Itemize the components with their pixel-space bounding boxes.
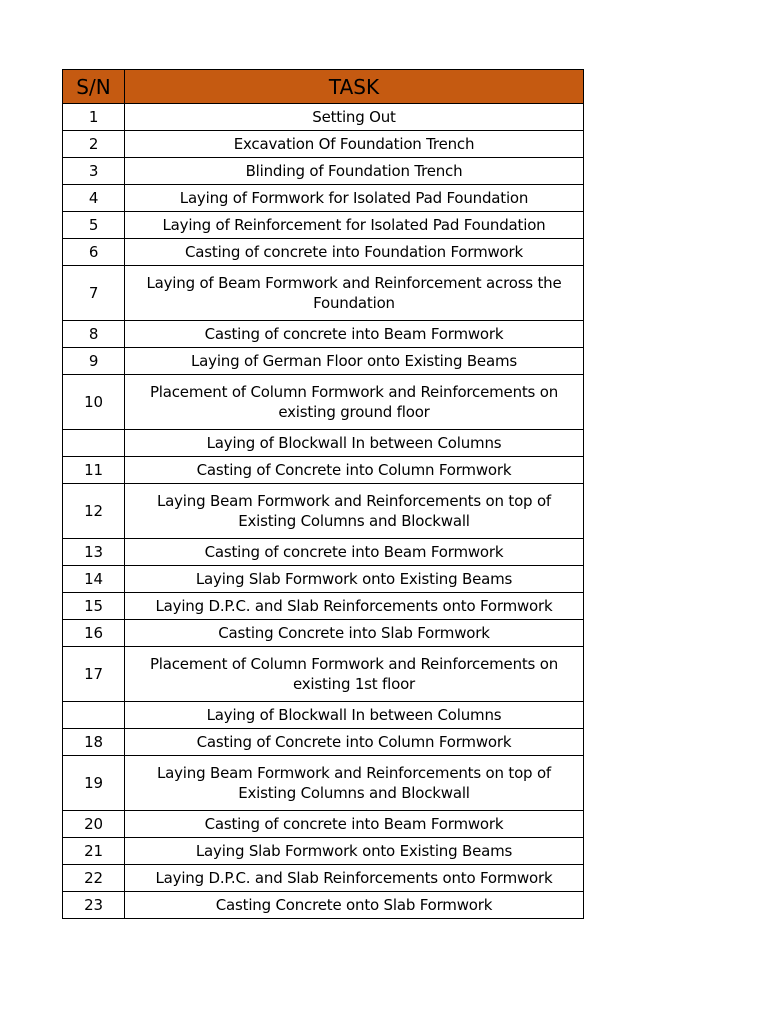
table-row <box>63 266 584 321</box>
row-task: Casting of Concrete into Column Formwork <box>125 457 584 484</box>
row-task: Casting of concrete into Beam Formwork <box>125 811 584 838</box>
table-row <box>63 430 584 457</box>
row-task: Laying Slab Formwork onto Existing Beams <box>125 838 584 865</box>
row-sn: 7 <box>63 266 125 321</box>
table-row <box>63 375 584 430</box>
table-row <box>63 811 584 838</box>
row-task: Casting of Concrete into Column Formwork <box>125 729 584 756</box>
row-sn: 17 <box>63 647 125 702</box>
table-row <box>63 702 584 729</box>
row-sn <box>63 430 125 457</box>
row-sn: 6 <box>63 239 125 266</box>
table-row <box>63 892 584 919</box>
row-sn: 3 <box>63 158 125 185</box>
row-task: Laying Beam Formwork and Reinforcements on top of Existing Columns and Blockwall <box>125 484 584 539</box>
table-row <box>63 756 584 811</box>
header-row <box>63 70 584 104</box>
table-row <box>63 212 584 239</box>
row-sn: 4 <box>63 185 125 212</box>
table-row <box>63 729 584 756</box>
table-row <box>63 593 584 620</box>
row-task: Blinding of Foundation Trench <box>125 158 584 185</box>
row-sn: 2 <box>63 131 125 158</box>
row-task: Laying of Formwork for Isolated Pad Foundation <box>125 185 584 212</box>
row-sn: 5 <box>63 212 125 239</box>
row-sn: 22 <box>63 865 125 892</box>
row-task: Laying of Beam Formwork and Reinforcement across the Foundation <box>125 266 584 321</box>
row-sn: 15 <box>63 593 125 620</box>
row-sn <box>63 702 125 729</box>
row-task: Casting Concrete onto Slab Formwork <box>125 892 584 919</box>
row-task: Laying Slab Formwork onto Existing Beams <box>125 566 584 593</box>
row-sn: 11 <box>63 457 125 484</box>
table-row <box>63 321 584 348</box>
table-row <box>63 104 584 131</box>
table-row <box>63 647 584 702</box>
table-row <box>63 484 584 539</box>
row-task: Setting Out <box>125 104 584 131</box>
row-task: Laying D.P.C. and Slab Reinforcements onto Formwork <box>125 865 584 892</box>
row-sn: 20 <box>63 811 125 838</box>
table-row <box>63 185 584 212</box>
table-row <box>63 457 584 484</box>
row-sn: 16 <box>63 620 125 647</box>
row-task: Laying of Blockwall In between Columns <box>125 702 584 729</box>
row-task: Placement of Column Formwork and Reinforcements on existing ground floor <box>125 375 584 430</box>
table-row <box>63 620 584 647</box>
table-row <box>63 566 584 593</box>
row-task: Casting of concrete into Foundation Formwork <box>125 239 584 266</box>
row-sn: 13 <box>63 539 125 566</box>
table-row <box>63 838 584 865</box>
row-sn: 19 <box>63 756 125 811</box>
task-table <box>62 69 584 919</box>
table-row <box>63 348 584 375</box>
row-sn: 12 <box>63 484 125 539</box>
row-sn: 10 <box>63 375 125 430</box>
table-row <box>63 158 584 185</box>
row-task: Laying of Reinforcement for Isolated Pad Foundation <box>125 212 584 239</box>
table-header <box>63 70 584 104</box>
header-sn: S/N <box>63 70 125 104</box>
table-row <box>63 539 584 566</box>
row-task: Casting of concrete into Beam Formwork <box>125 539 584 566</box>
row-task: Casting Concrete into Slab Formwork <box>125 620 584 647</box>
header-task: TASK <box>125 70 584 104</box>
row-sn: 18 <box>63 729 125 756</box>
row-task: Laying D.P.C. and Slab Reinforcements onto Formwork <box>125 593 584 620</box>
row-sn: 8 <box>63 321 125 348</box>
table-row <box>63 239 584 266</box>
row-sn: 9 <box>63 348 125 375</box>
row-task: Laying Beam Formwork and Reinforcements on top of Existing Columns and Blockwall <box>125 756 584 811</box>
row-task: Laying of Blockwall In between Columns <box>125 430 584 457</box>
row-task: Excavation Of Foundation Trench <box>125 131 584 158</box>
row-sn: 1 <box>63 104 125 131</box>
table-body <box>63 104 584 919</box>
row-sn: 14 <box>63 566 125 593</box>
table-row <box>63 865 584 892</box>
row-sn: 23 <box>63 892 125 919</box>
row-task: Casting of concrete into Beam Formwork <box>125 321 584 348</box>
row-task: Placement of Column Formwork and Reinforcements on existing 1st floor <box>125 647 584 702</box>
row-task: Laying of German Floor onto Existing Beams <box>125 348 584 375</box>
table-row <box>63 131 584 158</box>
row-sn: 21 <box>63 838 125 865</box>
